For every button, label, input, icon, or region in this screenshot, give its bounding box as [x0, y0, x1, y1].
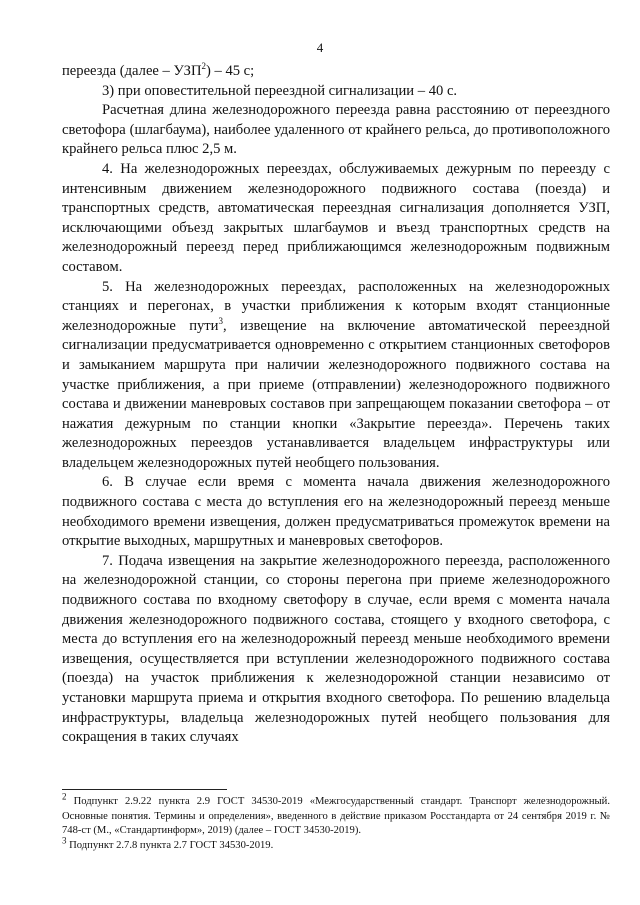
- paragraph-5: [62, 278, 610, 474]
- page-number: 4: [316, 40, 324, 55]
- paragraph-7: 7. Подача извещения на закрытие железнодорожного переезда, расположенного на железнодорожной станции, со стороны перегона при приеме железнодорожного подвижного состава по входному светофору в случае, если время с момента начала движения железнодорожного подвижного состава, стоящего у входного светофора, с места до вступления его на железнодорожный переезд меньше необходимого времени извещения, осуществляется при вступлении железнодорожного подвижного состава (поезда) на участок приближения к железнодорожной станции независимо от установки маршрута приема и открытия входного светофора. По решению владельца инфраструктуры, владельца железнодорожных путей необщего пользования для сокращения в таких случаях: [62, 552, 610, 746]
- footnote-text: Подпункт 2.7.8 пункта 2.7 ГОСТ 34530-2019.: [66, 839, 274, 851]
- footnote-3: [62, 835, 610, 854]
- paragraph-6: 6. В случае если время с момента начала движения железнодорожного подвижного состава с места до вступления его на железнодорожный переезд меньше необходимого времени извещения, должен предусматриваться промежуток времени на открытие выходных, маршрутных и маневровых светофоров.: [62, 474, 610, 550]
- paragraph-continuation: [62, 62, 610, 82]
- paragraph-text: 5. На железнодорожных переездах, расположенных на железнодорожных станциях и перегонах, в участки приближения к которым входят станционные железнодорожные пути: [62, 278, 610, 334]
- footnote-text: Подпункт 2.9.22 пункта 2.9 ГОСТ 34530-2019 «Межгосударственный стандарт. Транспорт железнодорожный. Основные понятия. Термины и определения», введенного в действие приказом Росстандарта от 24 сентября 2019 г. № 748-ст (М., «Стандартинформ», 2019) (далее – ГОСТ 34530-2019).: [62, 796, 610, 837]
- paragraph-text: ) – 45 с;: [205, 63, 255, 79]
- footnotes: [62, 791, 610, 853]
- footnote-ref-3: 3: [218, 315, 223, 326]
- paragraph-4: 4. На железнодорожных переездах, обслуживаемых дежурным по переезду с интенсивным движением железнодорожного подвижного состава (поезда) и транспортных средств, автоматическая переездная сигнализация дополняется УЗП, исключающими объезд закрытых шлагбаумов и въезд транспортных средств на железнодорожный переезд перед приближающимся железнодорожным подвижным составом.: [62, 160, 610, 275]
- paragraph-text: , извещение на включение автоматической переездной сигнализации предусматривается одновременно с открытием станционных светофоров и замыканием маршрута при наличии железнодорожного подвижного состава на участке приближения, а при приеме (отправлении) железнодорожного подвижного состава и движении маневровых составов при запрещающем показании светофора – от нажатия дежурным по станции кнопки «Закрытие переезда». Перечень таких железнодорожных переездов устанавливается владельцем инфраструктуры или владельцем железнодорожных путей необщего пользования.: [62, 317, 610, 471]
- footnote-marker-3: 3: [62, 835, 67, 846]
- paragraph-text: переезда (далее – УЗП: [62, 63, 202, 79]
- footnote-2: [62, 791, 610, 839]
- paragraph-item-3: 3) при оповестительной переездной сигнализации – 40 с.: [102, 82, 458, 99]
- footnote-ref-2: 2: [201, 61, 206, 72]
- footnote-separator: [62, 789, 227, 790]
- paragraph-crossing-length: Расчетная длина железнодорожного переезда равна расстоянию от переездного светофора (шлагбаума), наиболее удаленного от крайнего рельса, до противоположного крайнего рельса плюс 2,5 м.: [62, 102, 610, 158]
- footnote-marker-2: 2: [62, 791, 67, 802]
- body-text: [62, 62, 610, 748]
